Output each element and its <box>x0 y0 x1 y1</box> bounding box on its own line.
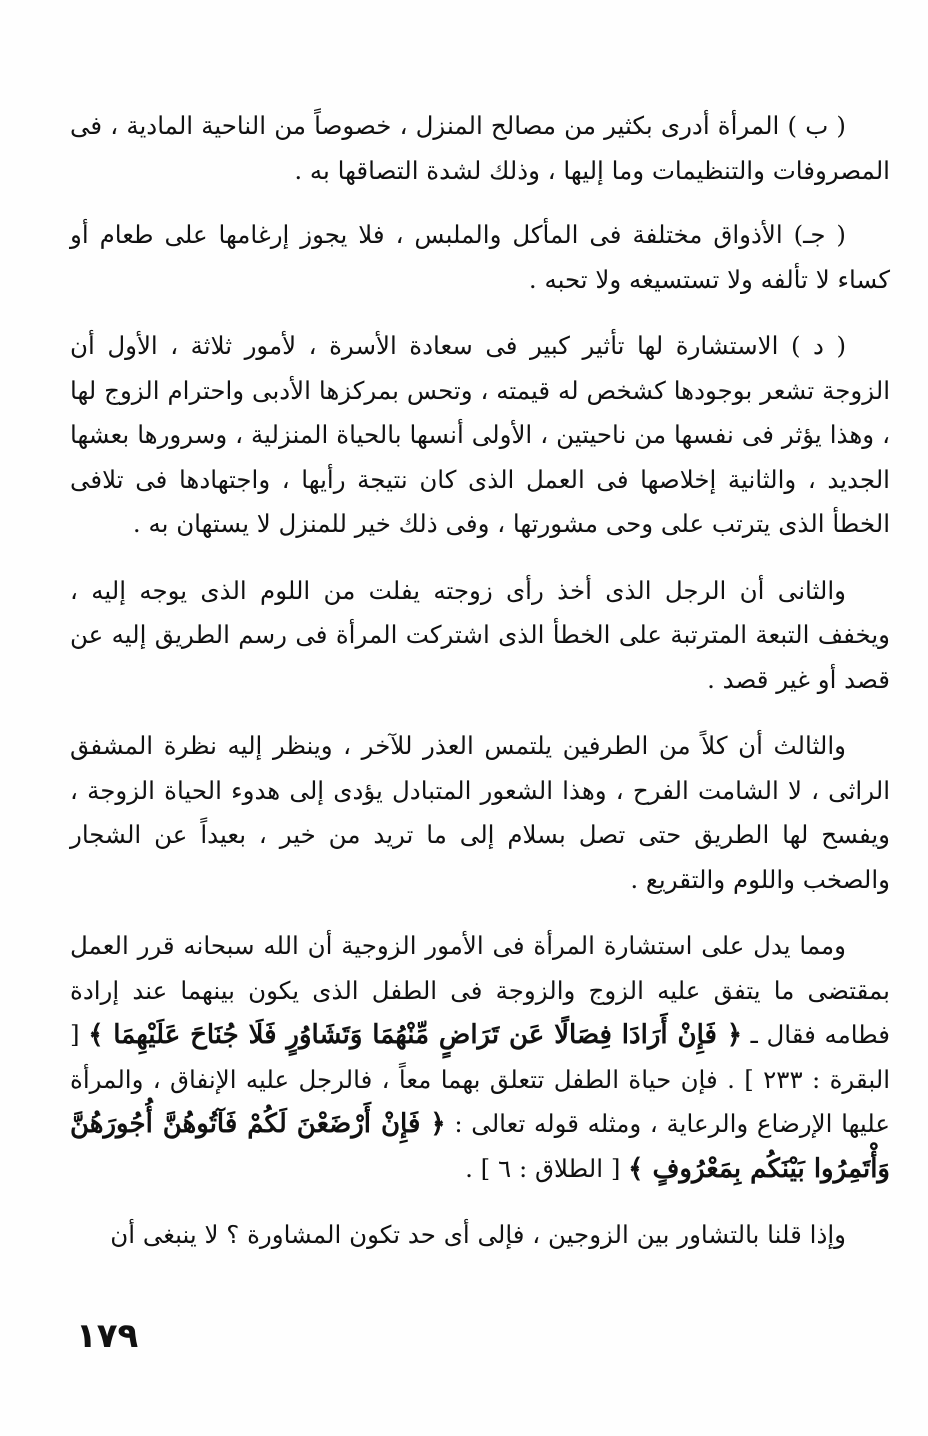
paragraph-text-part: [ الطلاق : ٦ ] . <box>465 1153 629 1183</box>
page-number: ١٧٩ <box>76 1316 139 1356</box>
paragraph-jim: ( جـ) الأذواق مختلفة فى المأكل والملبس ، فلا يجوز إرغامها على طعام أو كساء لا تألفه ولا تستسيغه ولا تحبه . <box>70 220 890 294</box>
quran-verse: ﴿ فَإِنْ أَرَادَا فِصَالًا عَن تَرَاضٍ مِّنْهُمَا وَتَشَاوُرٍ فَلَا جُنَاحَ عَلَيْهِمَا ﴾ <box>88 1020 743 1050</box>
paragraph-consultation-evidence <box>70 924 890 1191</box>
body-text <box>70 104 890 1258</box>
quran-verse: ﴿ فَإِنْ أَرْضَعْنَ لَكُمْ فَآتُوهُنَّ أُجُورَهُنَّ وَأْتَمِرُوا بَيْنَكُم بِمَعْرُوفٍ ﴾ <box>70 1109 890 1184</box>
paragraph-text-part: [ البقرة : ٢٣٣ ] . فإن حياة الطفل تتعلق بهما معاً ، فالرجل عليه الإنفاق ، والمرأة عليها الإرضاع والرعاية ، ومثله قوله تعالى : <box>70 1020 890 1138</box>
paragraph-b: ( ب ) المرأة أدرى بكثير من مصالح المنزل ، خصوصاً من الناحية المادية ، فى المصروفات والتنظيمات وما إليها ، وذلك لشدة التصاقها به . <box>70 111 890 185</box>
paragraph-text-part: ومما يدل على استشارة المرأة فى الأمور الزوجية أن الله سبحانه قرر العمل بمقتضى ما يتفق عليه الزوج والزوجة فى الطفل الذى يكون بينهما عند إرادة فطامه فقال ـ <box>70 931 890 1049</box>
paragraph-last: وإذا قلنا بالتشاور بين الزوجين ، فإلى أى حد تكون المشاورة ؟ لا ينبغى أن <box>110 1220 846 1249</box>
paragraph-third: والثالث أن كلاً من الطرفين يلتمس العذر للآخر ، وينظر إليه نظرة المشفق الراثى ، لا الشامت الفرح ، وهذا الشعور المتبادل يؤدى إلى هدوء الحياة الزوجة ، ويفسح لها الطريق حتى تصل بسلام إلى ما تريد من خير ، بعيداً عن الشجار والصخب واللوم والتقريع . <box>70 731 890 894</box>
paragraph-second: والثانى أن الرجل الذى أخذ رأى زوجته يفلت من اللوم الذى يوجه إليه ، ويخفف التبعة المترتبة على الخطأ الذى اشتركت المرأة فى رسم الطريق إليه عن قصد أو غير قصد . <box>70 575 890 694</box>
paragraph-dal: ( د ) الاستشارة لها تأثير كبير فى سعادة الأسرة ، لأمور ثلاثة ، الأول أن الزوجة تشعر بوجودها كشخص له قيمته ، وتحس بمركزها الأدبى واحترام الزوج لها ، وهذا يؤثر فى نفسها من ناحيتين ، الأولى أنسها بالحياة المنزلية ، وسرورها بعشها الجديد ، والثانية إخلاصها فى العمل الذى كان نتيجة رأيها ، واجتهادها فى تلافى الخطأ الذى يترتب على وحى مشورتها ، وفى ذلك خير للمنزل لا يستهان به . <box>70 331 890 538</box>
